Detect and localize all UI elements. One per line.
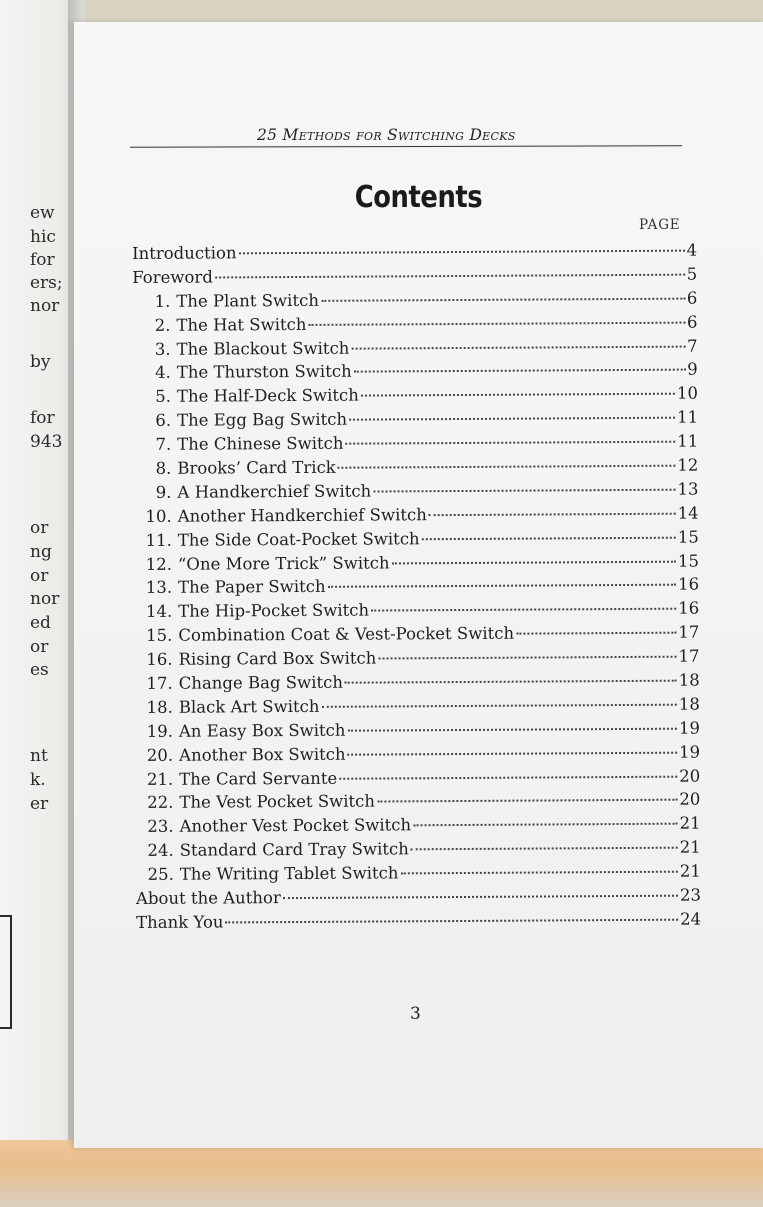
toc-leader-dots: [413, 823, 677, 827]
toc-entry-title: Another Box Switch: [179, 744, 346, 765]
toc-leader-dots: [308, 321, 685, 325]
page-column-label: PAGE: [639, 217, 681, 233]
toc-entry-page: 11: [677, 407, 699, 427]
toc-entry-page: 16: [678, 575, 700, 595]
toc-leader-dots: [321, 704, 676, 708]
toc-entry-page: 6: [686, 288, 698, 308]
facing-page-fragment: 943: [30, 432, 63, 452]
toc-entry-title: Another Handkerchief Switch: [177, 505, 427, 526]
toc-entry: [133, 456, 698, 483]
toc-entry: [136, 886, 701, 913]
toc-entry-number: 8.: [155, 458, 172, 478]
toc-entry-title: The Hat Switch: [176, 314, 307, 335]
toc-entry-number: 11.: [145, 530, 172, 550]
toc-entry-title: The Card Servante: [179, 768, 338, 789]
toc-entry-page: 24: [680, 909, 702, 929]
toc-entry-number: 17.: [146, 673, 173, 693]
toc-entry-page: 18: [678, 670, 700, 690]
facing-page-fragment: nt: [30, 746, 48, 766]
facing-page-fragment: ew: [30, 203, 55, 223]
toc-entry-number: 21.: [146, 769, 174, 789]
toc-entry-page: 15: [677, 551, 700, 571]
facing-page-fragment: or: [30, 566, 49, 586]
page-title: Contents: [354, 180, 483, 215]
toc-leader-dots: [328, 584, 676, 588]
toc-leader-dots: [338, 465, 676, 469]
running-head-rule: [130, 145, 682, 147]
toc-entry: [134, 551, 699, 578]
toc-leader-dots: [373, 489, 675, 493]
toc-entry: [134, 647, 699, 674]
toc-entry-number: 12.: [145, 554, 173, 574]
toc-entry-title: “One More Trick” Switch: [177, 553, 390, 574]
toc-entry-page: 13: [677, 479, 699, 499]
toc-entry-title: Rising Card Box Switch: [178, 648, 377, 669]
toc-entry-title: About the Author: [135, 888, 281, 909]
toc-entry-title: The Blackout Switch: [176, 338, 350, 359]
toc-entry-title: Black Art Switch: [178, 696, 320, 717]
toc-entry-page: 6: [686, 312, 698, 332]
toc-entry-title: Change Bag Switch: [178, 672, 344, 693]
table-of-contents: [132, 241, 701, 937]
toc-entry-page: 17: [678, 622, 700, 642]
toc-leader-dots: [429, 512, 676, 516]
toc-entry-page: 4: [686, 240, 698, 260]
toc-entry: [133, 432, 698, 459]
toc-entry-number: 22.: [147, 793, 174, 813]
toc-entry-page: 21: [679, 837, 701, 857]
toc-entry-number: 5.: [155, 387, 171, 407]
toc-leader-dots: [348, 751, 678, 755]
toc-entry: [135, 742, 700, 769]
facing-page-fragment: k.: [30, 770, 46, 790]
toc-entry: [133, 360, 698, 387]
facing-page-fragment: ers;: [30, 273, 63, 293]
facing-page-fragment: er: [30, 794, 49, 814]
running-head-text: 25 Methods for Switching Decks: [257, 126, 516, 144]
toc-entry-page: 20: [679, 766, 701, 786]
toc-entry-number: 14.: [145, 602, 173, 622]
toc-entry: [135, 694, 700, 721]
toc-entry-title: The Vest Pocket Switch: [179, 792, 376, 813]
toc-leader-dots: [377, 799, 677, 803]
toc-entry-title: The Hip-Pocket Switch: [178, 600, 370, 622]
toc-leader-dots: [283, 895, 678, 899]
toc-entry: [136, 838, 701, 865]
toc-entry-title: The Thurston Switch: [176, 362, 352, 383]
toc-entry-page: 5: [686, 264, 698, 284]
facing-page-fragment: ng: [30, 542, 52, 562]
toc-entry: [136, 814, 701, 841]
toc-entry-number: 10.: [145, 506, 172, 526]
toc-entry-number: 19.: [146, 721, 174, 741]
toc-entry-number: 16.: [146, 649, 173, 670]
orange-cover-edge: [0, 1140, 763, 1207]
toc-leader-dots: [400, 871, 677, 875]
toc-entry-page: 21: [679, 861, 701, 881]
toc-entry-number: 9.: [155, 482, 172, 502]
facing-page-box-outline: [0, 915, 12, 1029]
toc-entry-number: 6.: [155, 410, 172, 431]
toc-entry-title: Another Vest Pocket Switch: [179, 815, 412, 837]
toc-entry: [135, 790, 700, 817]
toc-entry-number: 2.: [154, 315, 171, 335]
toc-entry-number: 4.: [154, 363, 171, 383]
toc-entry-title: The Egg Bag Switch: [177, 409, 348, 430]
toc-entry-page: 19: [678, 718, 701, 738]
toc-entry-page: 9: [687, 359, 698, 380]
toc-entry-page: 16: [678, 598, 700, 619]
toc-entry: [133, 336, 698, 363]
facing-page-fragment: nor: [30, 296, 60, 316]
toc-entry: [132, 312, 697, 339]
toc-leader-dots: [392, 560, 676, 564]
toc-entry-page: 12: [677, 455, 699, 475]
toc-entry-number: 7.: [155, 434, 172, 454]
toc-entry-title: Foreword: [132, 267, 213, 287]
facing-page-fragment: nor: [30, 589, 60, 609]
toc-entry: [134, 575, 699, 602]
facing-page-fragment: es: [30, 660, 49, 680]
toc-entry-page: 11: [677, 431, 699, 451]
contents-page: [74, 22, 763, 1148]
toc-leader-dots: [361, 393, 675, 397]
toc-leader-dots: [411, 847, 678, 851]
toc-entry: [132, 288, 697, 315]
toc-entry: [135, 718, 700, 745]
toc-leader-dots: [215, 274, 685, 279]
toc-entry-title: The Writing Tablet Switch: [179, 863, 399, 884]
facing-page-fragment: hic: [30, 227, 56, 247]
toc-leader-dots: [339, 775, 677, 779]
toc-entry-page: 15: [677, 527, 699, 547]
toc-entry-title: The Chinese Switch: [177, 433, 344, 454]
toc-leader-dots: [225, 919, 678, 924]
toc-leader-dots: [351, 345, 685, 349]
toc-entry-title: The Paper Switch: [178, 577, 326, 598]
toc-entry: [132, 241, 697, 268]
toc-entry-title: The Plant Switch: [176, 290, 319, 311]
toc-entry-title: Brooks’ Card Trick: [177, 457, 336, 478]
toc-leader-dots: [354, 369, 686, 373]
toc-leader-dots: [516, 632, 676, 635]
toc-entry: [136, 862, 701, 889]
toc-entry: [135, 766, 700, 793]
facing-page-fragment: or: [30, 637, 49, 657]
toc-entry-number: 24.: [147, 841, 174, 861]
toc-entry-page: 14: [677, 503, 699, 523]
toc-entry-number: 18.: [146, 697, 173, 717]
facing-page-fragment: for: [30, 250, 55, 270]
toc-leader-dots: [422, 536, 676, 540]
toc-leader-dots: [345, 441, 675, 445]
toc-leader-dots: [378, 656, 676, 660]
toc-entry-page: 17: [678, 646, 700, 666]
toc-entry: [136, 909, 701, 936]
toc-entry-page: 19: [679, 742, 701, 762]
toc-entry-page: 21: [679, 813, 701, 834]
toc-entry-page: 23: [679, 885, 702, 905]
toc-entry-title: Introduction: [132, 243, 237, 263]
toc-entry: [134, 503, 699, 530]
facing-page-fragment: for: [30, 408, 55, 428]
toc-entry-title: The Half-Deck Switch: [176, 385, 359, 407]
toc-entry-title: A Handkerchief Switch: [177, 481, 372, 502]
toc-entry-number: 20.: [146, 745, 174, 765]
toc-entry-title: Standard Card Tray Switch: [179, 839, 409, 860]
page-number: 3: [410, 1004, 421, 1024]
toc-leader-dots: [321, 297, 685, 301]
toc-entry: [133, 384, 698, 411]
toc-entry-page: 7: [687, 336, 698, 356]
toc-entry-number: 15.: [146, 626, 173, 646]
toc-entry: [134, 527, 699, 554]
toc-leader-dots: [347, 727, 676, 731]
toc-entry: [135, 671, 700, 698]
toc-entry-page: 20: [679, 790, 701, 810]
toc-entry-number: 1.: [154, 291, 171, 311]
toc-entry-number: 23.: [147, 817, 174, 837]
toc-entry-title: Combination Coat & Vest-Pocket Switch: [178, 623, 515, 645]
toc-entry: [134, 623, 699, 650]
toc-entry-number: 25.: [147, 864, 174, 885]
toc-entry-page: 10: [676, 383, 698, 404]
toc-entry-title: The Side Coat-Pocket Switch: [177, 528, 420, 550]
toc-entry-title: Thank You: [136, 912, 224, 932]
toc-entry: [133, 408, 698, 435]
toc-entry: [132, 264, 697, 291]
toc-entry-title: An Easy Box Switch: [178, 720, 346, 741]
running-head: [257, 126, 516, 144]
toc-entry-page: 18: [678, 694, 700, 714]
toc-leader-dots: [371, 608, 676, 612]
toc-entry-number: 3.: [154, 339, 171, 359]
toc-leader-dots: [345, 680, 677, 684]
facing-page-fragment: ed: [30, 613, 51, 633]
toc-leader-dots: [349, 417, 675, 421]
facing-page-fragment: by: [30, 352, 51, 372]
toc-leader-dots: [239, 250, 685, 255]
facing-page-fragment: or: [30, 518, 49, 538]
toc-entry: [134, 599, 699, 626]
toc-entry: [133, 479, 698, 506]
toc-entry-number: 13.: [145, 578, 173, 598]
